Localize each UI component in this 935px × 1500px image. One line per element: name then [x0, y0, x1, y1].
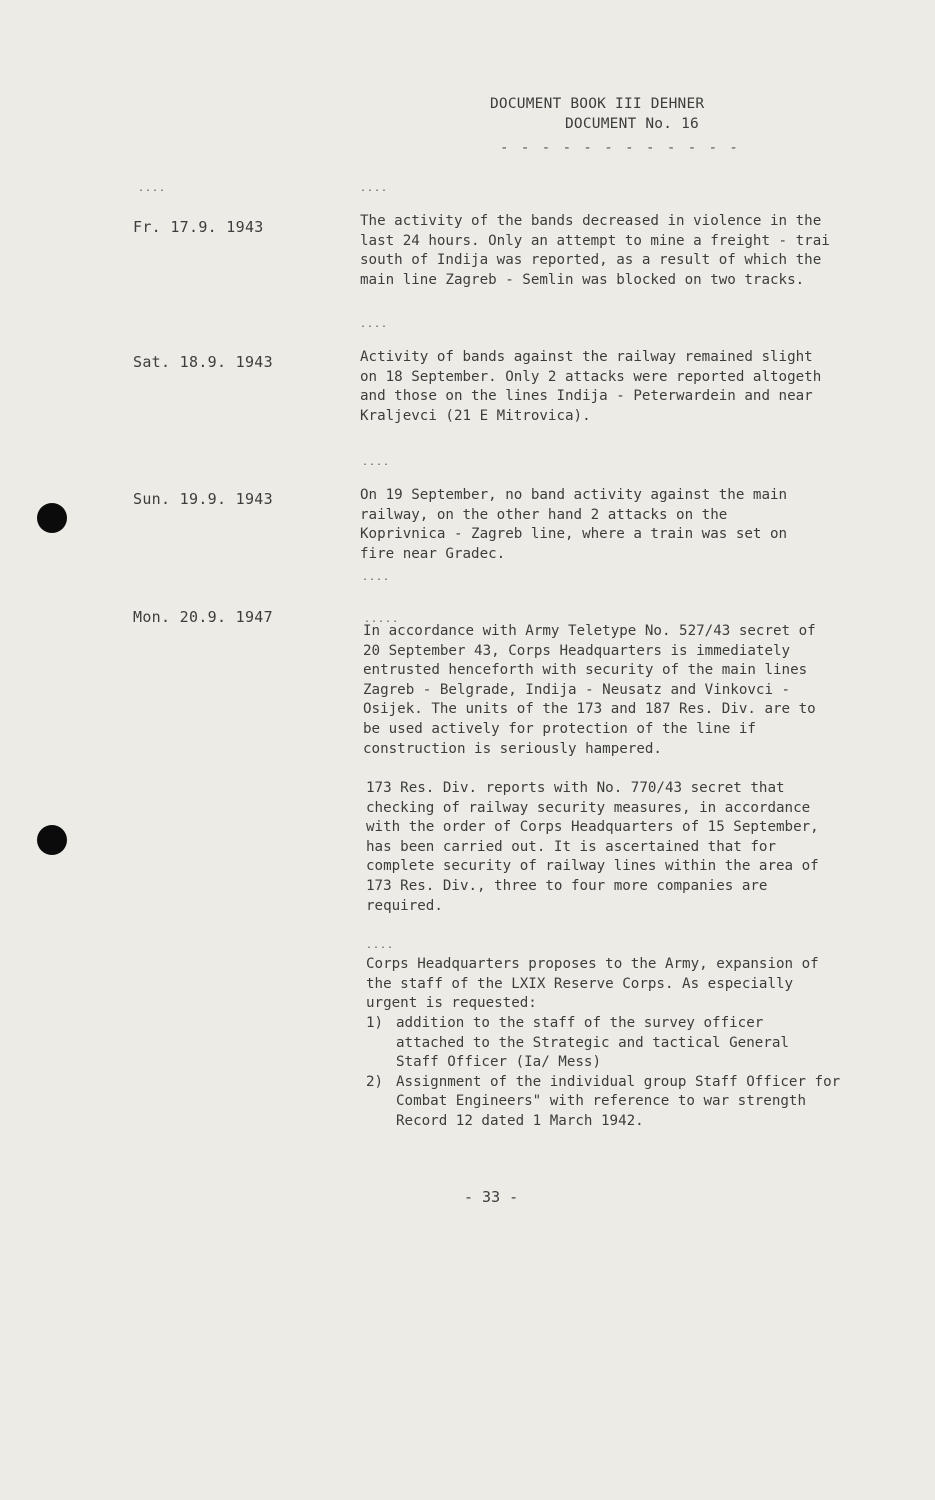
entry-date: Sun. 19.9. 1943: [133, 490, 273, 508]
text-line: construction is seriously hampered.: [363, 740, 662, 757]
text-line: Combat Engineers" with reference to war strength: [396, 1093, 806, 1110]
text-line: 20 September 43, Corps Headquarters is immediately: [363, 642, 791, 659]
entry-date: Mon. 20.9. 1947: [133, 608, 273, 626]
text-line: Assignment of the individual group Staff Officer for: [396, 1073, 841, 1090]
text-line: last 24 hours. Only an attempt to mine a freight - trai: [360, 232, 830, 249]
entry-date: Sat. 18.9. 1943: [133, 353, 273, 371]
entry-date: Fr. 17.9. 1943: [133, 218, 264, 236]
text-line: checking of railway security measures, in accordance: [366, 799, 811, 816]
entry-text: [366, 955, 896, 1014]
separator-mark: .....: [364, 614, 400, 625]
document-number-heading: DOCUMENT No. 16: [565, 116, 699, 132]
text-line: Activity of bands against the railway remained slight: [360, 349, 813, 365]
entry-text: [360, 212, 890, 290]
punch-hole-top: [37, 503, 67, 533]
text-line: 173 Res. Div. reports with No. 770/43 secret that: [366, 780, 785, 796]
text-line: Corps Headquarters proposes to the Army, expansion of: [366, 956, 819, 972]
text-line: The activity of the bands decreased in violence in the: [360, 213, 822, 229]
punch-hole-bottom: [37, 825, 67, 855]
text-line: railway, on the other hand 2 attacks on the: [360, 506, 728, 523]
text-line: addition to the staff of the survey officer: [396, 1015, 764, 1031]
text-line: On 19 September, no band activity against the main: [360, 487, 788, 503]
text-line: main line Zagreb - Semlin was blocked on two tracks.: [360, 271, 805, 288]
entry-text: [363, 622, 893, 759]
entry-text: [366, 779, 896, 916]
text-line: south of Indija was reported, as a result of which the: [360, 252, 822, 269]
separator-mark: ....: [362, 457, 391, 468]
text-line: and those on the lines Indija - Peterwardein and near: [360, 388, 813, 405]
text-line: Osijek. The units of the 173 and 187 Res. Div. are to: [363, 701, 816, 718]
entry-text: [360, 348, 890, 426]
text-line: complete security of railway lines within the area of: [366, 858, 819, 875]
text-line: with the order of Corps Headquarters of 15 September,: [366, 819, 819, 836]
list-item: [366, 1014, 886, 1073]
list-item: [366, 1073, 886, 1132]
text-line: required.: [366, 897, 443, 914]
text-line: Kraljevci (21 E Mitrovica).: [360, 407, 591, 424]
entry-text: [360, 486, 890, 564]
page-number: - 33 -: [464, 1188, 519, 1206]
separator-mark: ....: [366, 940, 395, 951]
separator-mark: ....: [360, 183, 389, 194]
list-number: 2): [366, 1073, 384, 1090]
separator-mark: ....: [138, 183, 167, 194]
text-line: on 18 September. Only 2 attacks were reported altogeth: [360, 368, 822, 385]
list-number: 1): [366, 1015, 384, 1031]
text-line: fire near Gradec.: [360, 545, 506, 562]
text-line: has been carried out. It is ascertained that for: [366, 838, 776, 855]
separator-mark: ....: [360, 319, 389, 330]
text-line: 173 Res. Div., three to four more companies are: [366, 877, 768, 894]
text-line: Zagreb - Belgrade, Indija - Neusatz and Vinkovci -: [363, 681, 791, 698]
text-line: Record 12 dated 1 March 1942.: [396, 1112, 644, 1129]
text-line: entrusted henceforth with security of the main lines: [363, 662, 808, 679]
text-line: Staff Officer (Ia/ Mess): [396, 1054, 601, 1071]
header-rule: - - - - - - - - - - - -: [500, 140, 740, 156]
text-line: attached to the Strategic and tactical General: [396, 1034, 789, 1051]
text-line: In accordance with Army Teletype No. 527/43 secret of: [363, 623, 816, 639]
request-list: [366, 1014, 886, 1132]
text-line: the staff of the LXIX Reserve Corps. As especially: [366, 975, 794, 992]
document-book-heading: DOCUMENT BOOK III DEHNER: [490, 96, 705, 112]
text-line: Koprivnica - Zagreb line, where a train was set on: [360, 526, 788, 543]
text-line: urgent is requested:: [366, 995, 537, 1012]
text-line: be used actively for protection of the line if: [363, 720, 756, 737]
separator-mark: ....: [362, 572, 391, 583]
